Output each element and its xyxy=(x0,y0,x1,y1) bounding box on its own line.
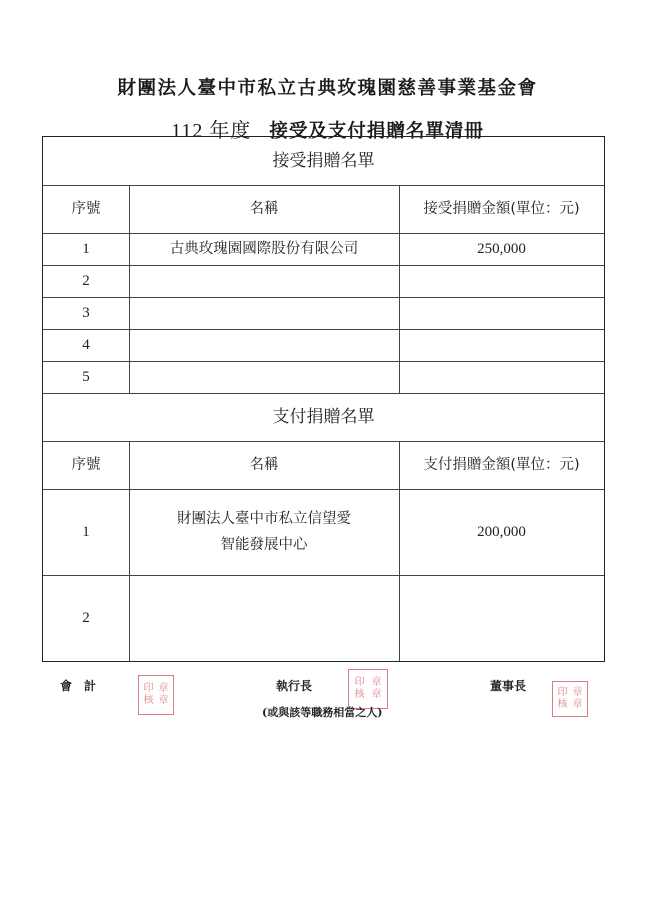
received-row-name: 古典玫瑰園國際股份有限公司 xyxy=(169,241,359,257)
paid-col-amount: 支付捐贈金額(單位：元) xyxy=(423,457,580,473)
paid-row-name xyxy=(129,489,399,575)
received-col-name: 名稱 xyxy=(249,201,279,217)
paid-row-name xyxy=(129,575,399,661)
paid-row-no: 1 xyxy=(82,524,90,540)
accountant-label: 會 計 xyxy=(60,679,97,693)
received-row-name xyxy=(129,329,399,361)
paid-row-amount: 200,000 xyxy=(477,524,526,540)
document-title-text: 接受及支付捐贈名單清冊 xyxy=(269,121,484,142)
received-row-amount xyxy=(399,297,604,329)
ceo-label: 執行長 xyxy=(276,679,313,693)
ceo-seal-icon: 印 章 核 章 xyxy=(348,669,388,709)
received-col-no: 序號 xyxy=(71,201,101,217)
paid-row-no: 2 xyxy=(82,610,90,626)
paid-row-amount xyxy=(399,575,604,661)
received-row-no: 3 xyxy=(82,305,90,321)
received-row-no: 1 xyxy=(82,241,90,257)
chairman-label: 董事長 xyxy=(490,679,527,693)
received-section-title: 接受捐贈名單 xyxy=(272,151,375,171)
paid-col-no: 序號 xyxy=(71,457,101,473)
paid-col-name: 名稱 xyxy=(249,457,279,473)
received-row-amount: 250,000 xyxy=(477,241,526,257)
received-row-no: 2 xyxy=(82,273,90,289)
received-row-name xyxy=(129,265,399,297)
received-row-no: 5 xyxy=(82,369,90,385)
received-row-amount xyxy=(399,361,604,393)
received-row-amount xyxy=(399,265,604,297)
chairman-seal-icon: 印 章 核 章 xyxy=(552,681,588,717)
accountant-seal-icon: 印 章 核 章 xyxy=(138,675,174,715)
received-row-no: 4 xyxy=(82,337,90,353)
received-row-name xyxy=(129,297,399,329)
received-col-amount: 接受捐贈金額(單位：元) xyxy=(423,201,580,217)
signature-note: (或與該等職務相當之人) xyxy=(262,706,383,719)
paid-row-name-line2: 智能發展中心 xyxy=(220,537,308,553)
document-year: 112 年度 xyxy=(171,120,252,142)
received-row-name xyxy=(129,361,399,393)
donation-table xyxy=(42,136,605,662)
paid-section-title: 支付捐贈名單 xyxy=(272,407,375,427)
received-row-amount xyxy=(399,329,604,361)
organization-title: 財團法人臺中市私立古典玫瑰園慈善事業基金會 xyxy=(117,78,538,99)
paid-row-name-line1: 財團法人臺中市私立信望愛 xyxy=(177,511,351,527)
